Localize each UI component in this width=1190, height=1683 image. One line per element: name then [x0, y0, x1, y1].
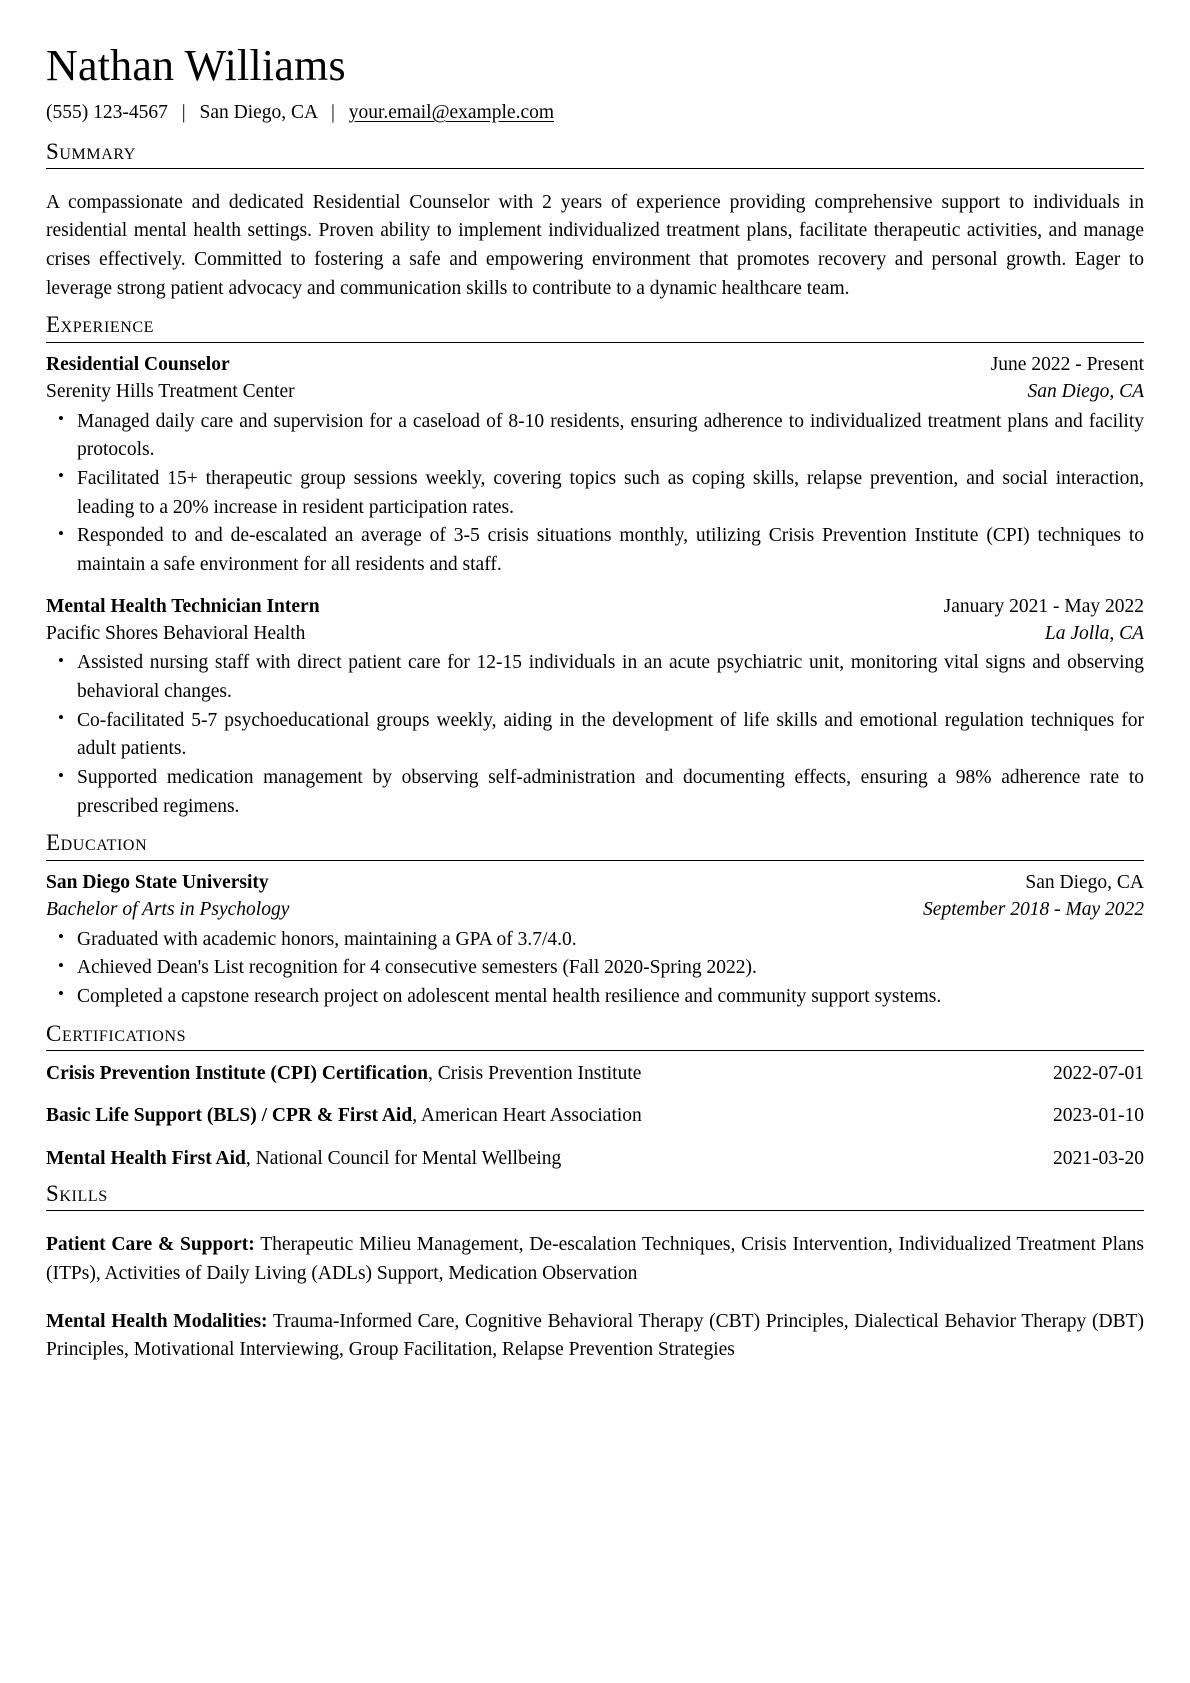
bullet-item: • Assisted nursing staff with direct patient care for 12-15 individuals in an acute psychiatric unit, monitoring vital signs and observing behavioral changes.: [46, 649, 1144, 706]
resume-header: [46, 42, 1144, 125]
degree-name: Bachelor of Arts in Psychology: [46, 898, 290, 920]
certification-row: [46, 1145, 1144, 1172]
bullet-item: • Responded to and de-escalated an average of 3-5 crisis situations monthly, utilizing Crisis Prevention Institute (CPI) techniques to maintain a safe environment for all residents and staff.: [46, 522, 1144, 579]
section-experience: [46, 312, 1144, 821]
bullet-item: • Facilitated 15+ therapeutic group sessions weekly, covering topics such as coping skills, relapse prevention, and social interaction, leading to a 20% increase in resident participation rates.: [46, 465, 1144, 522]
experience-title-row: [46, 352, 1144, 379]
section-certifications: [46, 1021, 1144, 1172]
certification-text: [46, 1102, 1033, 1129]
experience-entry: [46, 352, 1144, 580]
skill-group: [46, 1231, 1144, 1288]
section-title-skills: Skills: [46, 1180, 108, 1206]
bullet-item: • Completed a capstone research project on adolescent mental health resilience and community support systems.: [46, 983, 1144, 1012]
school-name: San Diego State University: [46, 871, 269, 893]
experience-bullet-list: [46, 649, 1144, 821]
section-divider: [46, 342, 1144, 343]
certification-row: [46, 1060, 1144, 1087]
contact-line: [46, 100, 1144, 125]
job-location: San Diego, CA: [1027, 380, 1144, 402]
section-divider: [46, 168, 1144, 169]
job-dates: June 2022 - Present: [990, 353, 1144, 375]
section-skills: [46, 1181, 1144, 1365]
bullet-item: • Achieved Dean's List recognition for 4 consecutive semesters (Fall 2020-Spring 2022).: [46, 954, 1144, 983]
certification-separator: ,: [428, 1063, 438, 1085]
experience-company-row: [46, 379, 1144, 406]
summary-text: A compassionate and dedicated Residential Counselor with 2 years of experience providing comprehensive support to individuals in residential mental health settings. Proven ability to implement individualized treatment plans, facilitate therapeutic activities, and manage crises effectively. Committed to fostering a safe and empowering environment that promotes recovery and personal growth. Eager to leverage strong patient advocacy and communication skills to contribute to a dynamic healthcare team.: [46, 191, 1144, 299]
skill-category: Patient Care & Support:: [46, 1233, 255, 1255]
phone-number: (555) 123-4567: [46, 101, 168, 123]
certification-text: [46, 1145, 1033, 1172]
section-education: [46, 830, 1144, 1011]
candidate-name: Nathan Williams: [46, 41, 346, 90]
contact-location: San Diego, CA: [199, 101, 318, 123]
certification-name: Mental Health First Aid: [46, 1147, 246, 1169]
experience-company-row: [46, 621, 1144, 648]
section-title-summary: Summary: [46, 138, 136, 164]
section-title-certifications: Certifications: [46, 1020, 187, 1046]
certification-issuer: National Council for Mental Wellbeing: [255, 1147, 562, 1169]
certification-name: Crisis Prevention Institute (CPI) Certification: [46, 1063, 428, 1085]
bullet-item: • Supported medication management by observing self-administration and documenting effects, ensuring a 98% adherence rate to prescribed regimens.: [46, 764, 1144, 821]
section-divider: [46, 1210, 1144, 1211]
skill-items: Trauma-Informed Care, Cognitive Behavioral Therapy (CBT) Principles, Dialectical Behavior Therapy (DBT) Principles, Motivational Interviewing, Group Facilitation, Relapse Prevention Strategies: [46, 1310, 1144, 1361]
job-title: Mental Health Technician Intern: [46, 595, 320, 617]
section-summary: [46, 139, 1144, 304]
job-dates: January 2021 - May 2022: [943, 595, 1144, 617]
education-degree-row: [46, 897, 1144, 924]
school-location: San Diego, CA: [1025, 871, 1144, 893]
section-title-education: Education: [46, 830, 148, 856]
company-name: Serenity Hills Treatment Center: [46, 380, 295, 402]
skill-category: Mental Health Modalities:: [46, 1310, 268, 1332]
bullet-item: • Managed daily care and supervision for a caseload of 8-10 residents, ensuring adherence to individualized treatment plans and facility protocols.: [46, 408, 1144, 465]
experience-entry: [46, 594, 1144, 822]
company-name: Pacific Shores Behavioral Health: [46, 622, 306, 644]
certification-date: 2021-03-20: [1053, 1147, 1144, 1169]
job-location: La Jolla, CA: [1044, 622, 1144, 644]
contact-separator: |: [330, 101, 335, 123]
bullet-item: • Graduated with academic honors, maintaining a GPA of 3.7/4.0.: [46, 926, 1144, 955]
certification-text: [46, 1060, 1033, 1087]
contact-separator: |: [181, 101, 186, 123]
education-bullet-list: [46, 926, 1144, 1012]
certification-separator: ,: [412, 1105, 421, 1127]
certification-separator: ,: [245, 1147, 256, 1169]
experience-bullet-list: [46, 408, 1144, 580]
bullet-item: • Co-facilitated 5-7 psychoeducational groups weekly, aiding in the development of life skills and emotional regulation techniques for adult patients.: [46, 707, 1144, 764]
education-dates: September 2018 - May 2022: [923, 898, 1144, 920]
certification-row: [46, 1102, 1144, 1129]
certification-issuer: American Heart Association: [420, 1105, 642, 1127]
skill-items: Therapeutic Milieu Management, De-escalation Techniques, Crisis Intervention, Individualized Treatment Plans (ITPs), Activities of Daily Living (ADLs) Support, Medication Observation: [46, 1233, 1144, 1284]
certification-date: 2023-01-10: [1053, 1105, 1144, 1127]
email-link[interactable]: your.email@example.com: [348, 101, 555, 123]
education-entry: [46, 870, 1144, 1012]
certification-issuer: Crisis Prevention Institute: [437, 1063, 642, 1085]
job-title: Residential Counselor: [46, 353, 230, 375]
experience-title-row: [46, 594, 1144, 621]
certification-date: 2022-07-01: [1053, 1063, 1144, 1085]
section-divider: [46, 860, 1144, 861]
section-title-experience: Experience: [46, 312, 155, 338]
skill-group: [46, 1308, 1144, 1365]
education-school-row: [46, 870, 1144, 897]
certification-name: Basic Life Support (BLS) / CPR & First Aid: [46, 1105, 413, 1127]
section-divider: [46, 1050, 1144, 1051]
